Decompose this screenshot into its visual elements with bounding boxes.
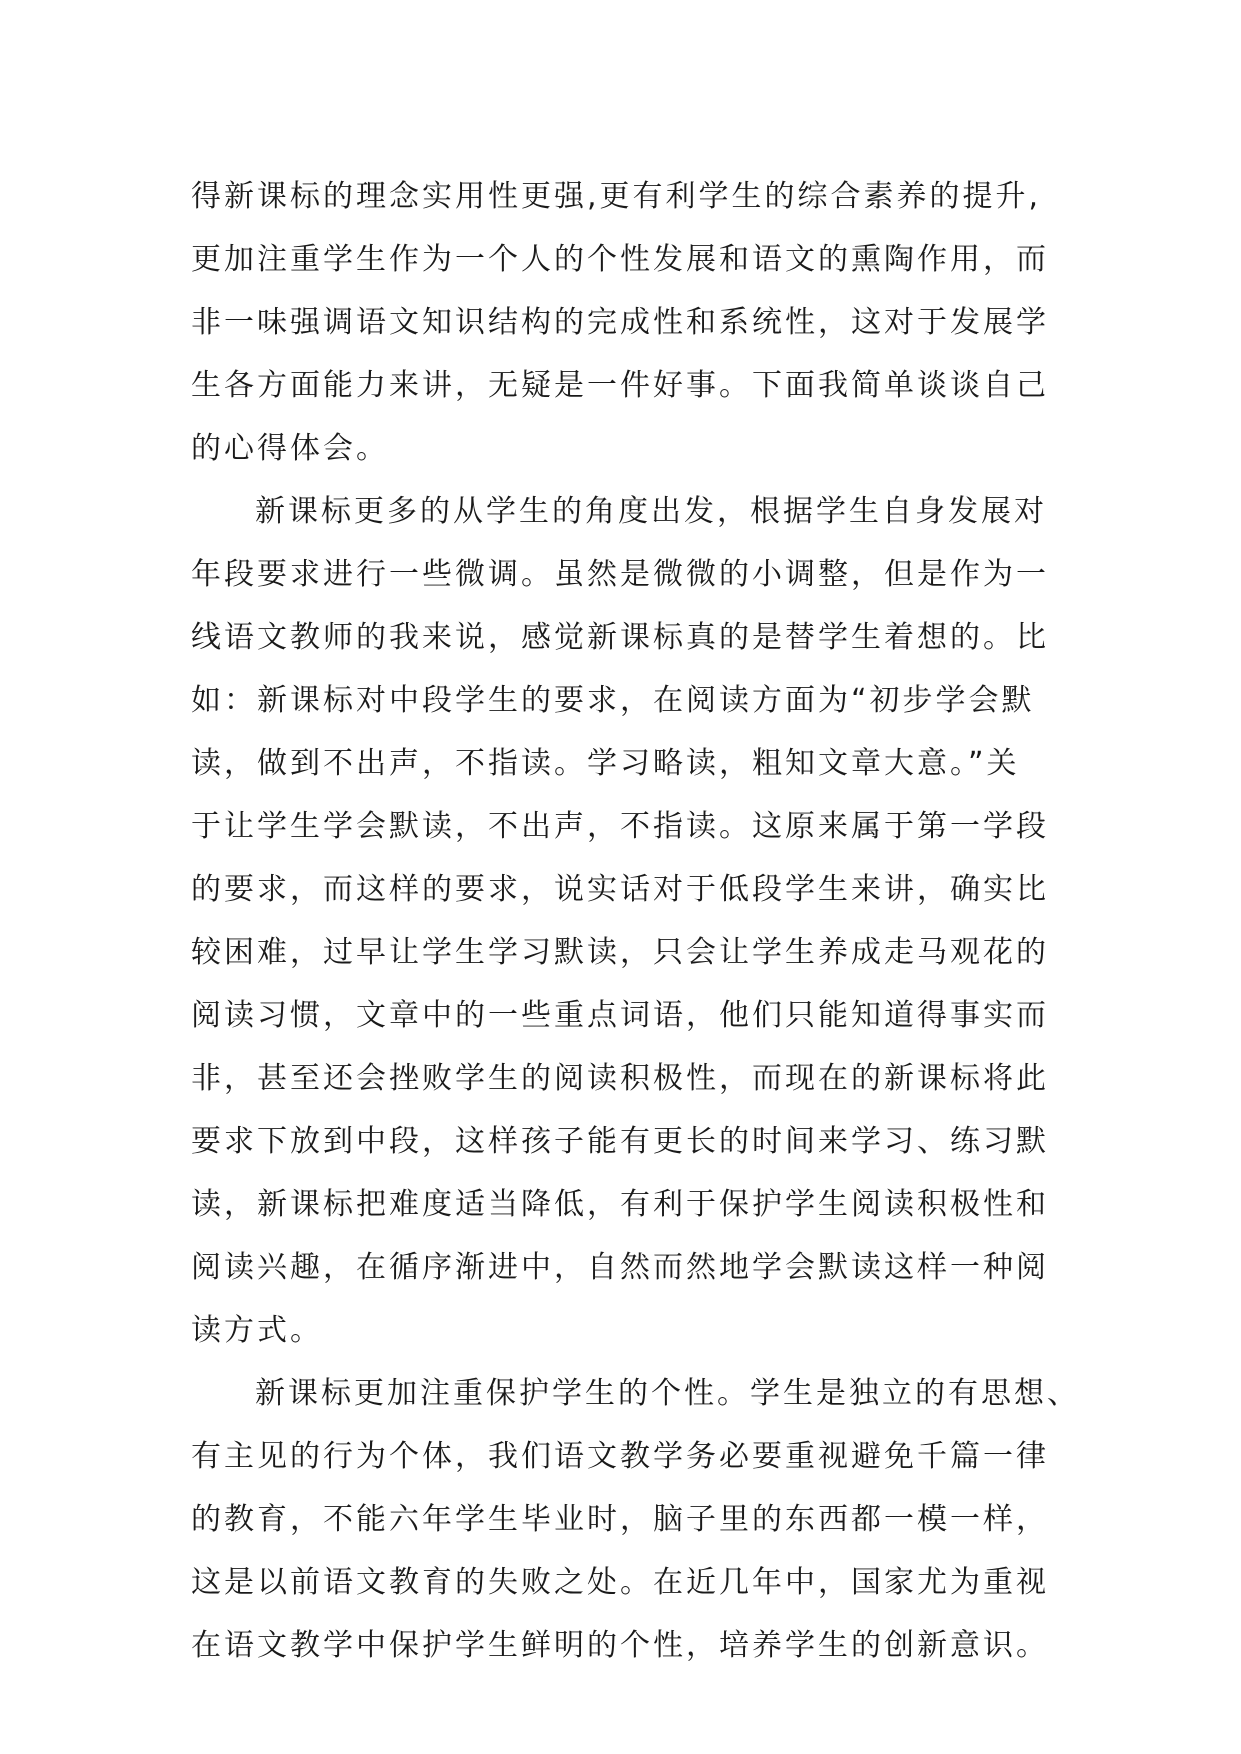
text-line: 较困难，过早让学生学习默读，只会让学生养成走马观花的 xyxy=(191,935,1049,970)
text-line: 如：新课标对中段学生的要求，在阅读方面为“初步学会默 xyxy=(191,683,1035,718)
text-line: 年段要求进行一些微调。虽然是微微的小调整，但是作为一 xyxy=(191,557,1049,592)
text-line: 非一味强调语文知识结构的完成性和系统性，这对于发展学 xyxy=(191,305,1049,340)
paragraph-start-line: 新课标更多的从学生的角度出发，根据学生自身发展对 xyxy=(255,494,1047,529)
text-line: 更加注重学生作为一个人的个性发展和语文的熏陶作用，而 xyxy=(191,242,1049,277)
text-line: 要求下放到中段，这样孩子能有更长的时间来学习、练习默 xyxy=(191,1124,1049,1159)
text-line: 在语文教学中保护学生鲜明的个性，培养学生的创新意识。 xyxy=(191,1628,1049,1663)
text-line: 阅读习惯，文章中的一些重点词语，他们只能知道得事实而 xyxy=(191,998,1049,1033)
text-line: 有主见的行为个体，我们语文教学务必要重视避免千篇一律 xyxy=(191,1439,1049,1474)
text-line: 读，做到不出声，不指读。学习略读，粗知文章大意。”关 xyxy=(191,746,1020,781)
text-line: 读，新课标把难度适当降低，有利于保护学生阅读积极性和 xyxy=(191,1187,1049,1222)
text-line: 的教育，不能六年学生毕业时，脑子里的东西都一模一样， xyxy=(191,1502,1049,1537)
text-line: 于让学生学会默读，不出声，不指读。这原来属于第一学段 xyxy=(191,809,1049,844)
text-line: 这是以前语文教育的失败之处。在近几年中，国家尤为重视 xyxy=(191,1565,1049,1600)
paragraph-start-line: 新课标更加注重保护学生的个性。学生是独立的有思想、 xyxy=(255,1376,1080,1411)
text-line: 非，甚至还会挫败学生的阅读积极性，而现在的新课标将此 xyxy=(191,1061,1049,1096)
text-line: 的心得体会。 xyxy=(191,431,389,466)
document-body xyxy=(191,165,1080,1677)
text-line: 读方式。 xyxy=(191,1313,323,1348)
text-line: 的要求，而这样的要求，说实话对于低段学生来讲，确实比 xyxy=(191,872,1049,907)
text-line: 得新课标的理念实用性更强,更有利学生的综合素养的提升, xyxy=(191,179,1042,214)
text-line: 阅读兴趣，在循序渐进中，自然而然地学会默读这样一种阅 xyxy=(191,1250,1049,1285)
text-line: 线语文教师的我来说，感觉新课标真的是替学生着想的。比 xyxy=(191,620,1049,655)
text-line: 生各方面能力来讲，无疑是一件好事。下面我简单谈谈自己 xyxy=(191,368,1049,403)
